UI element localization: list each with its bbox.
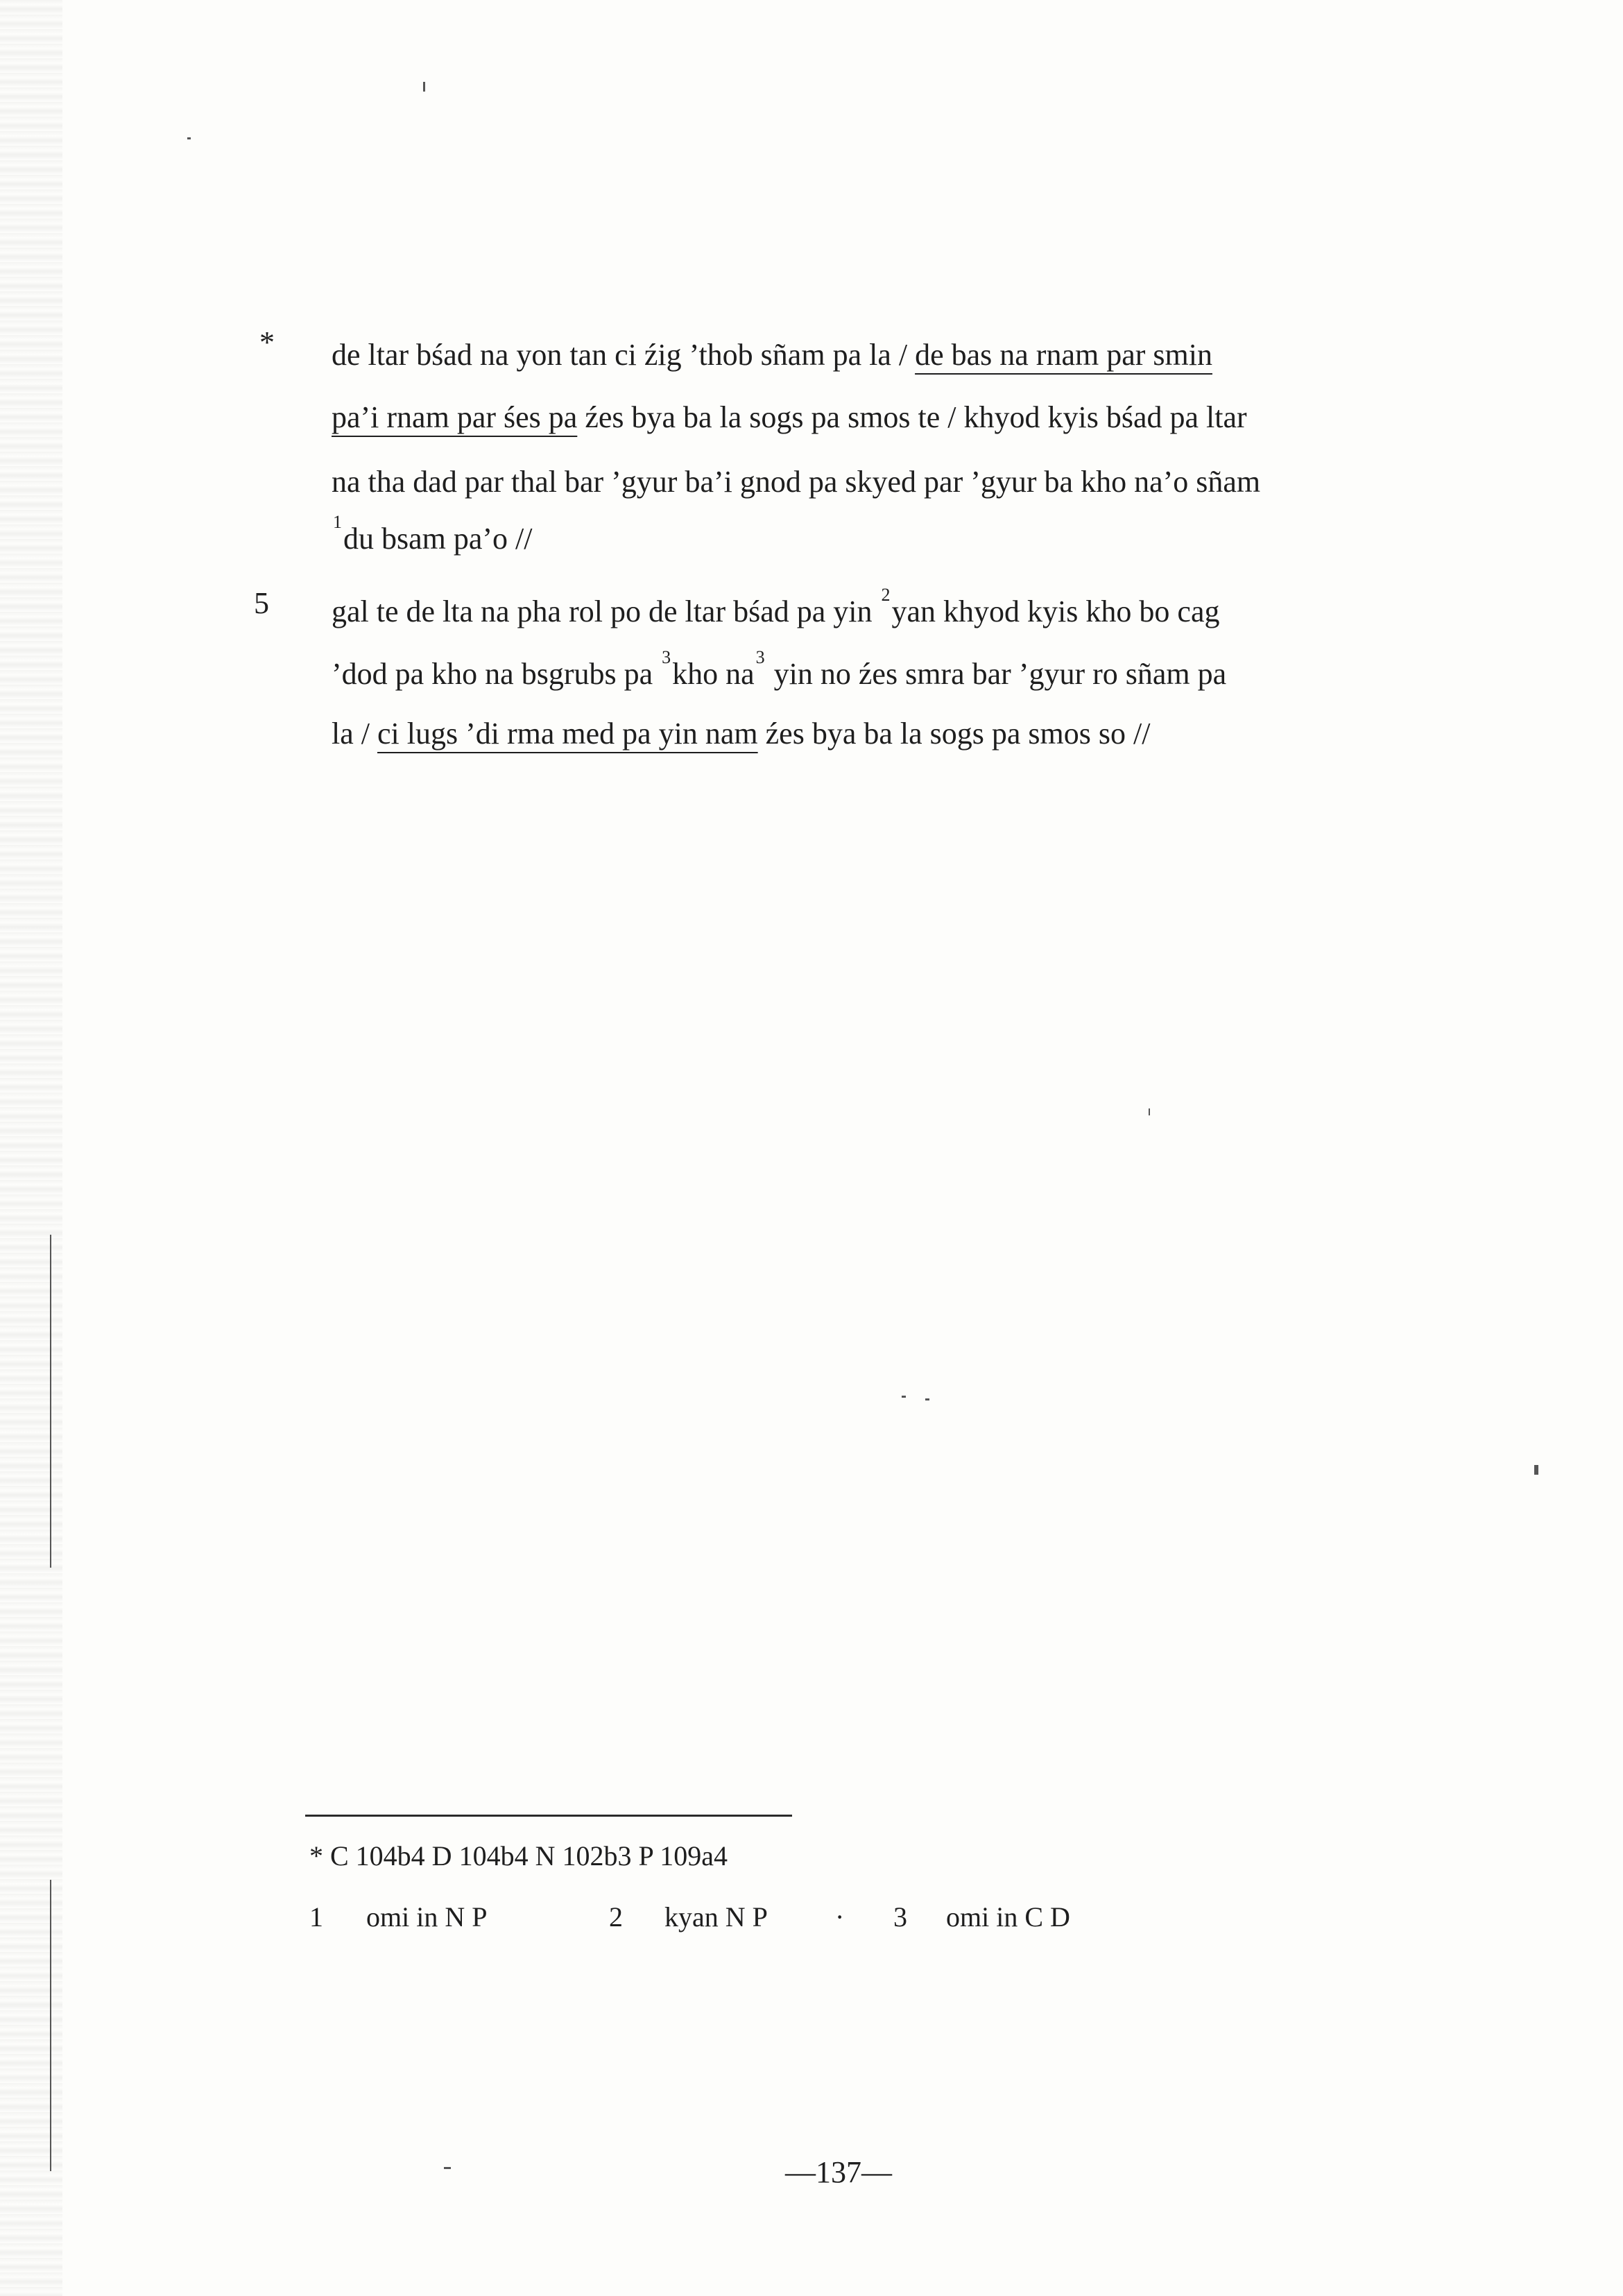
- text-line: pa’i rnam par śes pa źes bya ba la sogs pa smos te / khyod kyis bśad pa ltar: [332, 400, 1247, 434]
- scan-speck: [1534, 1465, 1538, 1475]
- text-line: ’dod pa kho na bsgrubs pa $^3$kho $na^3$ yin no źes smra bar ’gyur ro sñam pa: [332, 647, 1227, 691]
- scan-edge-shadow: [0, 0, 62, 2296]
- footnote-number: 3: [893, 1901, 907, 1933]
- footnote-sigla: * C 104b4 D 104b4 N 102b3 P 109a4: [309, 1840, 728, 1871]
- page-number: —137—: [785, 2155, 892, 2189]
- underlined-phrase: de bas na rnam par smin: [915, 338, 1212, 372]
- footnote-text: kyan N P: [664, 1901, 768, 1933]
- underlined-phrase: ci lugs ’di rma med pa yin nam: [377, 717, 758, 751]
- scan-speck: [1149, 1108, 1150, 1115]
- footnote-number: 1: [309, 1901, 323, 1933]
- scan-edge-mark: [50, 1235, 51, 1568]
- text-line: $^1$du bsam pa’o //: [333, 512, 533, 556]
- scan-speck: [187, 137, 191, 139]
- footnote-marker: 3: [755, 647, 765, 667]
- scan-speck: [423, 82, 425, 92]
- line-number-5: 5: [254, 586, 269, 620]
- footnote-marker: 3: [662, 647, 671, 667]
- text-line: de ltar bśad na yon tan ci źig ’thob sñam pa la / de bas na rnam par smin: [332, 338, 1212, 372]
- scan-edge-mark: [50, 1880, 51, 2171]
- footnote-rule: [305, 1815, 792, 1817]
- scan-speck: [902, 1396, 906, 1398]
- footnote-text: omi in C D: [946, 1901, 1070, 1933]
- text-line: gal te de lta na pha rol po de ltar bśad pa yin $^2$yan khyod kyis kho bo cag: [332, 585, 1220, 628]
- scan-speck: [444, 2167, 451, 2169]
- asterisk-marker: *: [259, 325, 275, 359]
- underlined-phrase: pa’i rnam par śes pa: [332, 400, 578, 434]
- text-line: la / ci lugs ’di rma med pa yin nam źes bya ba la sogs pa smos so //: [332, 717, 1151, 751]
- footnote-separator: ·: [835, 1901, 845, 1933]
- footnote-number: 2: [609, 1901, 623, 1933]
- footnote-marker: 1: [333, 512, 342, 532]
- footnote-text: omi in N P: [366, 1901, 488, 1933]
- text-line: na tha dad par thal bar ’gyur ba’i gnod pa skyed par ’gyur ba kho na’o sñam: [332, 465, 1261, 499]
- scan-speck: [925, 1398, 929, 1400]
- footnote-marker: 2: [881, 585, 891, 605]
